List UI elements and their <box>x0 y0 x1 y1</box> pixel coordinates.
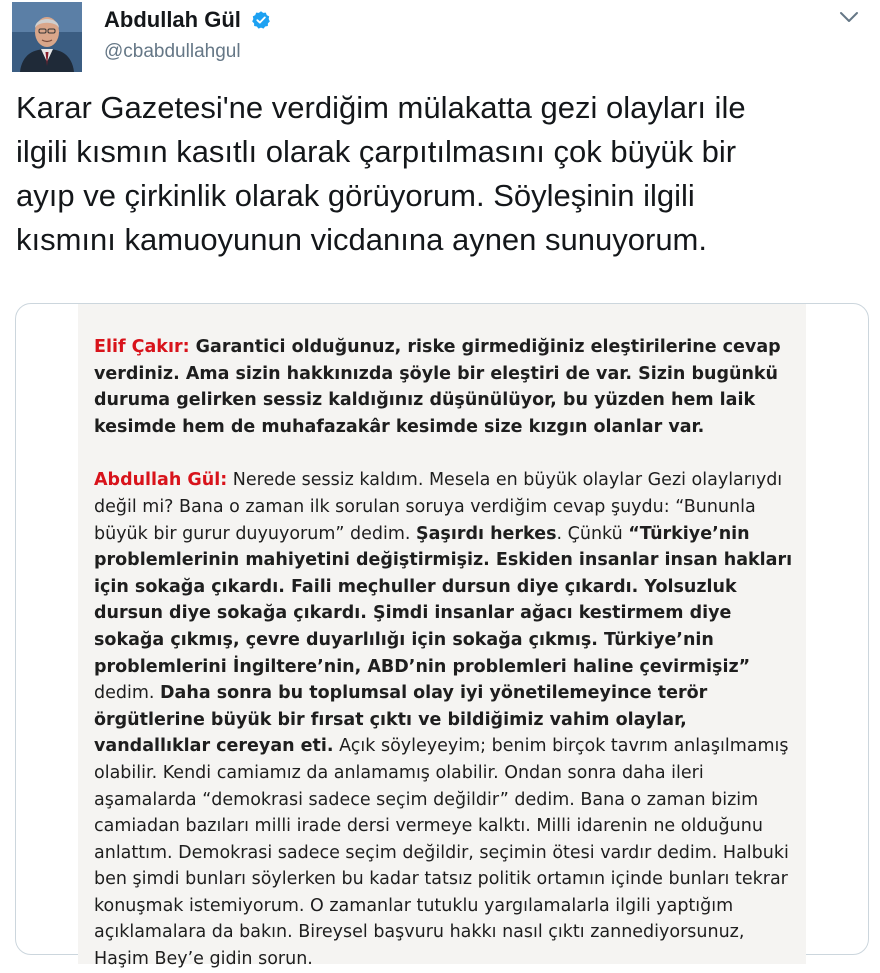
answer-text-4: “Türkiye’nin problemlerinin mahiyetini değiştirmişiz. Eskiden insanlar insan hakları için sokağa çıkardı. Faili meçhuller dursun diye çıkardı. Yolsuzluk dursun diye sokağa çıkardı. Şimdi insanlar ağacı kestirmem diye sokağa çıkmış, çevre duyarlılığı için sokağa çıkmış. Türkiye’nin problemlerini İngiltere’nin, ABD’nin problemleri haline çevirmişiz” <box>94 523 793 677</box>
speaker-gul: Abdullah Gül <box>94 470 221 491</box>
question-text: Garantici olduğunuz, riske girmediğiniz eleştirilerine cevap verdiniz. Ama sizin hakkınızda şöyle bir eleştiri de var. Sizin bugünkü duruma gelirken sessiz kaldığınız düşünülüyor, bu yüzden hem laik kesimde hem de muhafazakâr kesimde size kızgın olanlar var. <box>94 337 781 437</box>
question-paragraph <box>94 334 804 440</box>
speaker-colon: : <box>182 337 190 357</box>
profile-photo-icon <box>12 2 82 72</box>
article-text <box>94 334 804 973</box>
answer-text-5: dedim. <box>94 683 161 704</box>
display-name[interactable]: Abdullah Gül <box>104 7 241 32</box>
answer-text-3: . Çünkü <box>556 523 629 544</box>
answer-text-7: Açık söyleyeyim; benim birçok tavrım anlaşılmamış olabilir. Kendi camiamız da anlamamış olabilir. Ondan sonra daha ileri aşamalarda “demokrasi sadece seçim değildir” dedim. Bana o zaman bizim camiadan bazıları milli irade dersi vermeye kalktı. Milli idarenin ne olduğunu anlattım. Demokrasi sadece seçim değildir, seçimin ötesi vardır dedim. Halbuki ben şimdi bunları söylerken bu kadar tatsız politik ortamın içinde bunları tekrar konuşmak istemiyorum. O zamanlar tutuklu yargılamalarla ilgili yaptığım açıklamalara da bakın. Bireysel başvuru hakkı nasıl çıktı zannediyorsunuz, Haşim Bey’e gidin sorun. <box>94 736 789 970</box>
chevron-down-icon[interactable] <box>838 10 860 24</box>
user-handle[interactable]: @cbabdullahgul <box>104 41 241 62</box>
media-card[interactable] <box>15 303 869 970</box>
tweet-text: Karar Gazetesi'ne verdiğim mülakatta gezi olayları ile ilgili kısmın kasıtlı olarak çarpıtılmasını çok büyük bir ayıp ve çirkinlik olarak görüyorum. Söyleşinin ilgili kısmını kamuoyunun vicdanına aynen sunuyorum. <box>16 90 746 257</box>
answer-text-6: Daha sonra bu toplumsal olay iyi yönetilemeyince terör örgütlerine büyük bir fırsat çıktı ve bildiğimiz vahim olaylar, vandallıklar cereyan eti. <box>94 683 708 757</box>
avatar[interactable] <box>12 2 82 72</box>
tweet-header <box>12 2 872 72</box>
article-image <box>78 304 806 970</box>
answer-text-1: Nerede sessiz kaldım. Mesela en büyük olaylar Gezi olaylarıydı değil mi? Bana o zaman ilk sorulan soruya verdiğim cevap şuydu: “Bununla büyük bir gurur duyuyorum” dedim. <box>94 470 783 544</box>
answer-text-2: Şaşırdı herkes <box>416 523 557 544</box>
verified-badge-icon <box>251 10 271 30</box>
speaker-colon: : <box>220 470 228 491</box>
user-names <box>104 6 271 66</box>
answer-paragraph <box>94 467 804 972</box>
speaker-elif: Elif Çakır <box>94 337 183 357</box>
